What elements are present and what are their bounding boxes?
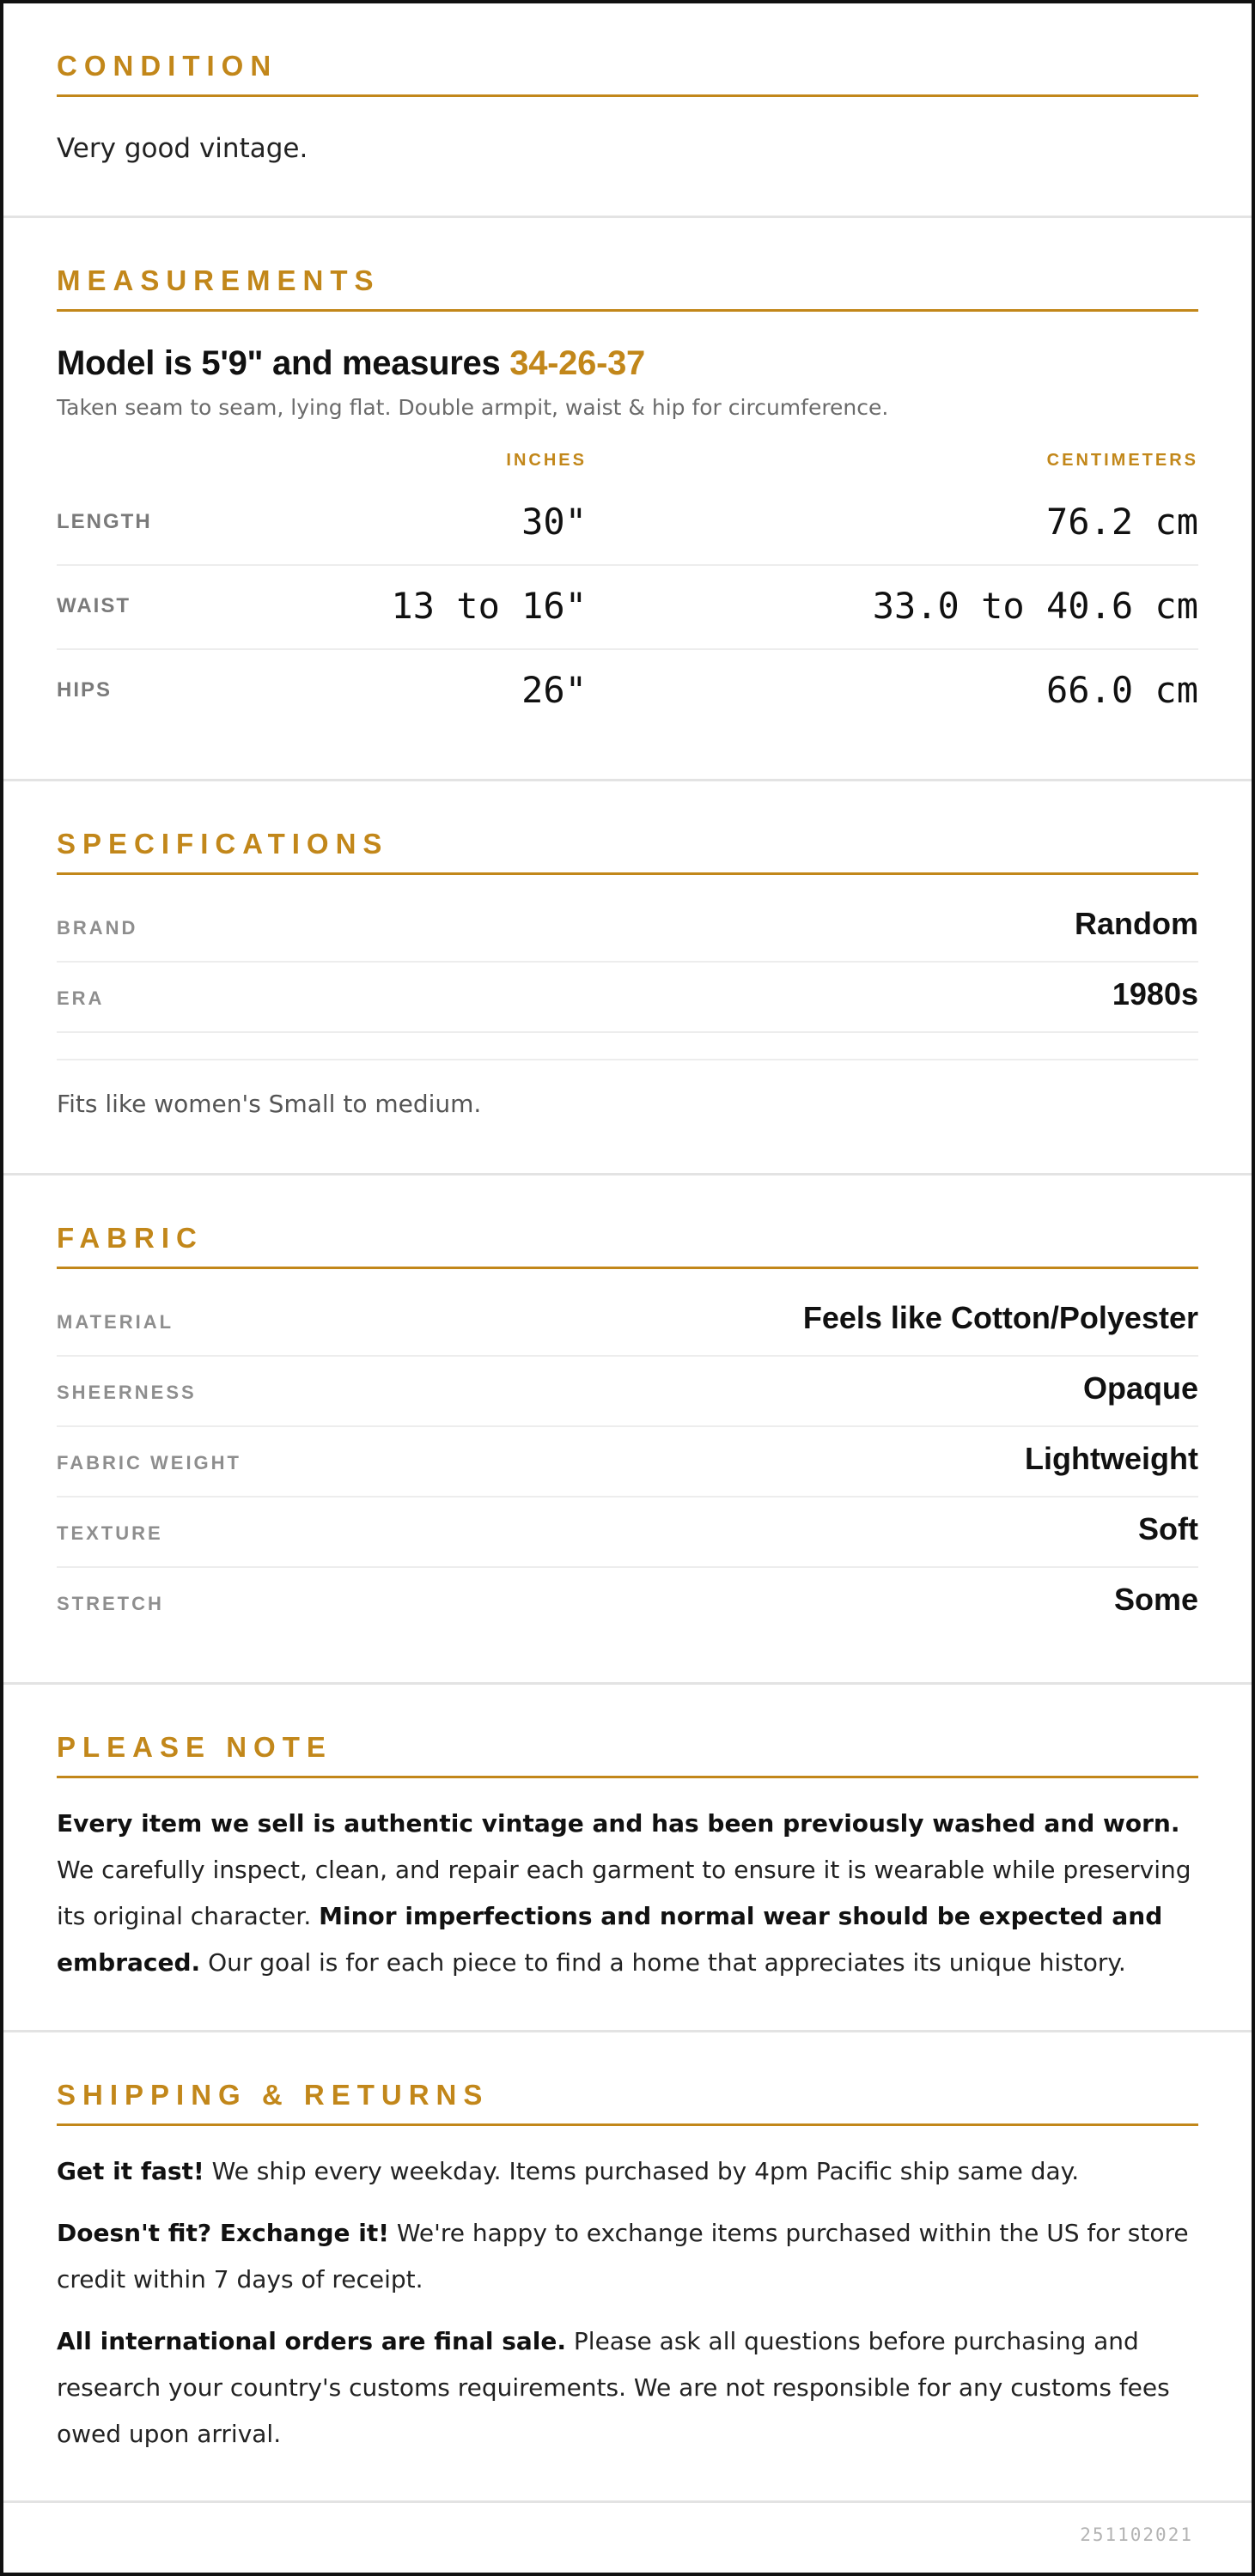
fabric-value: Lightweight <box>1025 1441 1198 1476</box>
fabric-key: SHEERNESS <box>57 1382 197 1403</box>
centimeters-column-header: CENTIMETERS <box>1046 451 1198 470</box>
fit-divider <box>57 1059 1198 1060</box>
fabric-row-material <box>57 1286 1198 1357</box>
model-prefix: Model is 5'9" and measures <box>57 344 510 382</box>
measurement-cm: 76.2 cm <box>1045 501 1198 543</box>
product-code: 251102021 <box>1080 2524 1193 2545</box>
shipping-paragraph-fast <box>57 2148 1198 2195</box>
note-text-2: Our goal is for each piece to find a home that appreciates its unique history. <box>200 1948 1126 1977</box>
specifications-list <box>57 892 1198 1033</box>
model-measurements <box>57 344 1198 383</box>
measurement-label: WAIST <box>57 594 131 617</box>
spec-value: 1980s <box>1112 976 1198 1012</box>
please-note-section <box>3 1685 1252 2032</box>
shipping-paragraph-international <box>57 2318 1198 2458</box>
spec-row-era <box>57 963 1198 1033</box>
fabric-key: MATERIAL <box>57 1311 174 1333</box>
measurement-row-waist <box>57 566 1198 650</box>
measurement-inches: 26" <box>521 669 587 711</box>
shipping-returns-heading: SHIPPING & RETURNS <box>57 2032 1198 2126</box>
measurements-section <box>3 218 1252 781</box>
specifications-section <box>3 781 1252 1176</box>
fabric-key: STRETCH <box>57 1593 164 1614</box>
spec-value: Random <box>1075 906 1198 941</box>
measurement-cm: 33.0 to 40.6 cm <box>872 585 1198 627</box>
model-measures-value: 34-26-37 <box>509 344 645 382</box>
please-note-text <box>57 1801 1198 1986</box>
condition-heading: CONDITION <box>57 3 1198 97</box>
fabric-row-stretch <box>57 1568 1198 1637</box>
condition-text: Very good vintage. <box>57 133 308 164</box>
spec-row-brand <box>57 892 1198 963</box>
fabric-value: Feels like Cotton/Polyester <box>802 1300 1198 1335</box>
shipping-text-2: We're happy to exchange items purchased within the US for store credit within 7 days of receipt. <box>57 2219 1189 2293</box>
shipping-returns-section <box>3 2032 1252 2503</box>
fabric-value: Soft <box>1138 1511 1198 1546</box>
fabric-row-weight <box>57 1427 1198 1498</box>
condition-section <box>3 3 1252 218</box>
measurement-inches: 13 to 16" <box>391 585 587 627</box>
measurements-subtitle: Taken seam to seam, lying flat. Double armpit, waist & hip for circumference. <box>57 395 889 420</box>
note-text-1: We carefully inspect, clean, and repair each garment to ensure it is wearable while preserving its original character. <box>57 1856 1191 1930</box>
shipping-bold-1: Get it fast! <box>57 2157 204 2185</box>
shipping-bold-3: All international orders are final sale. <box>57 2327 567 2355</box>
measurements-table-header <box>57 442 1198 482</box>
inches-column-header: INCHES <box>506 451 587 470</box>
shipping-text-1: We ship every weekday. Items purchased by 4pm Pacific ship same day. <box>204 2157 1080 2185</box>
specifications-heading: SPECIFICATIONS <box>57 781 1198 875</box>
measurements-table <box>57 442 1198 732</box>
measurement-cm: 66.0 cm <box>1045 669 1198 711</box>
measurements-heading: MEASUREMENTS <box>57 218 1198 312</box>
measurement-row-hips <box>57 650 1198 732</box>
fabric-section <box>3 1176 1252 1685</box>
fabric-key: TEXTURE <box>57 1522 163 1544</box>
measurement-label: HIPS <box>57 678 113 702</box>
note-bold-2: Minor imperfections and normal wear should be expected and embraced. <box>57 1902 1163 1977</box>
shipping-bold-2: Doesn't fit? Exchange it! <box>57 2219 389 2247</box>
please-note-heading: PLEASE NOTE <box>57 1685 1198 1778</box>
fabric-heading: FABRIC <box>57 1176 1198 1269</box>
fit-note: Fits like women's Small to medium. <box>57 1090 482 1118</box>
shipping-paragraph-exchange <box>57 2210 1198 2303</box>
spec-key: ERA <box>57 987 105 1009</box>
fabric-row-texture <box>57 1498 1198 1568</box>
measurement-label: LENGTH <box>57 510 152 533</box>
measurement-inches: 30" <box>521 501 587 543</box>
fabric-row-sheerness <box>57 1357 1198 1427</box>
measurement-row-length <box>57 482 1198 566</box>
fabric-value: Some <box>1113 1582 1198 1617</box>
fabric-list <box>57 1286 1198 1637</box>
spec-key: BRAND <box>57 917 138 939</box>
shipping-text-3: Please ask all questions before purchasing and research your country's customs requirements. We are not responsible for any customs fees owed upon arrival. <box>57 2327 1170 2448</box>
fabric-value: Opaque <box>1082 1370 1198 1406</box>
note-bold-1: Every item we sell is authentic vintage and has been previously washed and worn. <box>57 1809 1180 1838</box>
fabric-key: FABRIC WEIGHT <box>57 1452 241 1473</box>
